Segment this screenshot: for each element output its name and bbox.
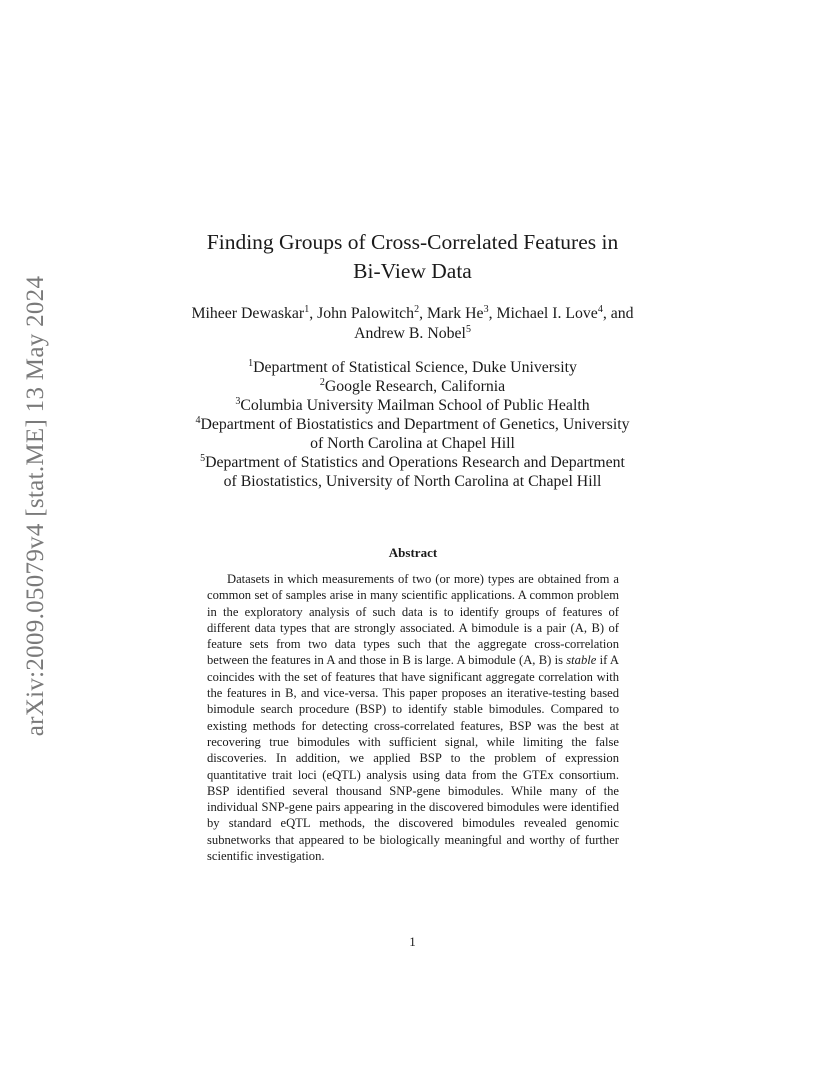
page-number: 1 [409, 934, 416, 949]
arxiv-identifier[interactable]: arXiv:2009.05079v4 [stat.ME] 13 May 2024 [22, 275, 49, 737]
affiliation-2 [150, 377, 675, 396]
author-affiliation-mark: 2 [414, 304, 420, 315]
affiliation-text: Google Research, California [324, 378, 506, 395]
affiliation-mark: 4 [195, 415, 201, 426]
author-name: Andrew B. Nobel [354, 325, 466, 342]
author-name: Miheer Dewaskar [191, 305, 305, 322]
abstract-heading: Abstract [388, 545, 438, 560]
affiliation-text: Columbia University Mailman School of Public Health [240, 397, 590, 414]
abstract-body [207, 571, 619, 864]
affiliation-5-continued: of Biostatistics, University of North Carolina at Chapel Hill [223, 473, 602, 490]
affiliation-3 [150, 396, 675, 415]
affiliation-5 [150, 453, 675, 472]
affiliation-1 [150, 358, 675, 377]
affiliation-mark: 3 [235, 396, 241, 407]
affiliation-text: Department of Statistics and Operations Research and Department [205, 454, 625, 471]
affiliation-mark: 5 [200, 453, 206, 464]
affiliation-4 [150, 415, 675, 434]
author-conjunction: and [610, 305, 634, 322]
affiliation-mark: 1 [248, 358, 254, 369]
author-affiliation-mark: 1 [304, 304, 310, 315]
affiliation-mark: 2 [319, 377, 325, 388]
author-affiliation-mark: 5 [465, 324, 471, 335]
affiliation-4-continued: of North Carolina at Chapel Hill [310, 435, 515, 452]
title-line-2: Bi-View Data [353, 259, 472, 283]
author-name: Mark He [426, 305, 484, 322]
affiliation-text: Department of Biostatistics and Department of Genetics, University [200, 416, 630, 433]
paper-title [150, 228, 675, 286]
abstract-emphasis: stable [566, 653, 597, 668]
abstract-text-continued: if A coincides with the set of features that have significant aggregate correlation with the features in B, and vice-versa. This paper proposes an iterative-testing based bimodule search procedure (BSP) to identify stable bimodules. Compared to existing methods for detecting cross-correlated features, BSP was the best at recovering true bimodules with sufficient signal, while limiting the false discoveries. In addition, we applied BSP to the problem of expression quantitative trait loci (eQTL) analysis using data from the GTEx consortium. BSP identified several thousand SNP-gene bimodules. While many of the individual SNP-gene pairs appearing in the discovered bimodules were identified by standard eQTL methods, the discovered bimodules revealed genomic subnetworks that appeared to be biologically meaningful and worthy of further scientific investigation. [207, 653, 620, 864]
author-name: John Palowitch [317, 305, 415, 322]
arxiv-stamp [0, 0, 72, 1072]
abstract-text: Datasets in which measurements of two (or more) types are obtained from a common set of samples arise in many scientific applications. A common problem in the exploratory analysis of such data is to identify groups of features of different data types that are strongly associated. A bimodule is a pair (A, B) of feature sets from two data types such that the aggregate cross-correlation between the features in A and those in B is large. A bimodule (A, B) is [207, 572, 619, 668]
author-list: Miheer Dewaskar$^1$, John Palowitch$^2$, Mark He$^3$, Michael I. Love$^4$, and Andrew B. Nobel$^5$ [191, 304, 634, 342]
affiliation-list [150, 358, 675, 491]
author-affiliation-mark: 4 [597, 304, 603, 315]
author-affiliation-mark: 3 [483, 304, 489, 315]
title-line-1: Finding Groups of Cross-Correlated Features in [206, 230, 619, 254]
author-name: Michael I. Love [496, 305, 598, 322]
affiliation-text: Department of Statistical Science, Duke University [253, 359, 577, 376]
